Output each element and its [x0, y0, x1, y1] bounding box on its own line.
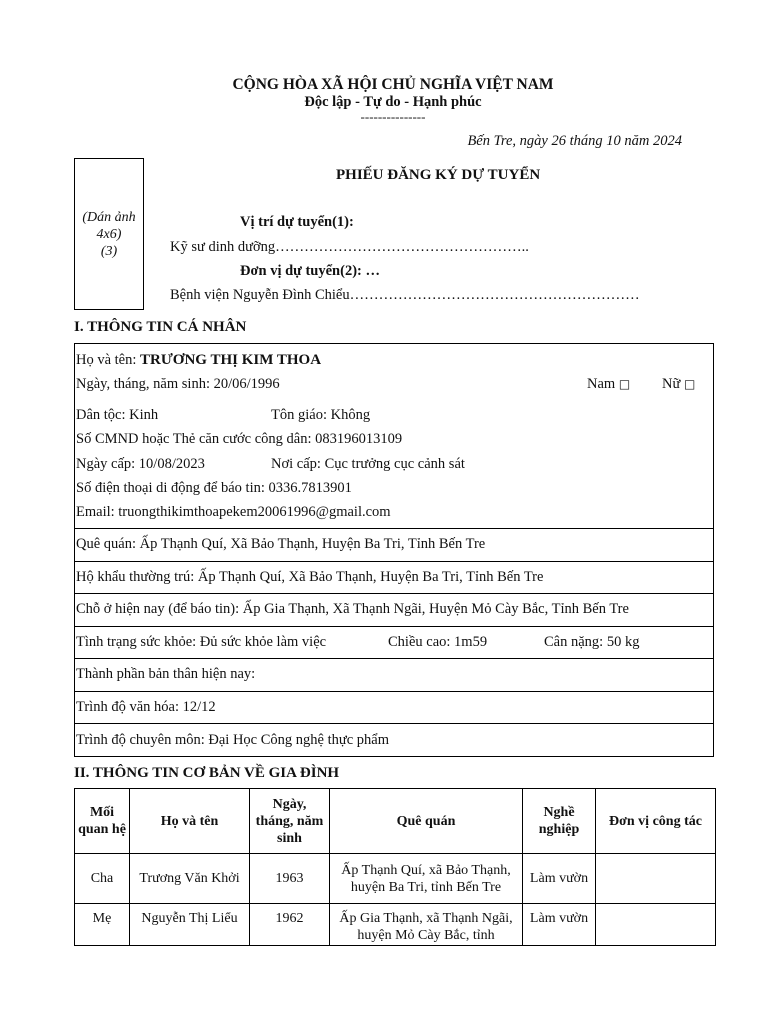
table-row — [75, 854, 716, 904]
id-number: Số CMND hoặc Thẻ căn cước công dân: 083196013109 — [76, 431, 403, 447]
table-row — [75, 904, 716, 946]
section-personal-title: I. THÔNG TIN CÁ NHÂN — [74, 319, 247, 335]
gender-female — [662, 376, 695, 393]
gender-female-checkbox[interactable]: □ — [683, 377, 696, 391]
table-cell: Nguyễn Thị Liểu — [130, 904, 250, 946]
ethnicity: Dân tộc: Kinh — [76, 407, 159, 423]
row-divider — [74, 593, 714, 594]
date-of-birth: Ngày, tháng, năm sinh: 20/06/1996 — [76, 376, 280, 392]
photo-placeholder — [74, 158, 144, 310]
column-header: Quê quán — [330, 789, 523, 854]
issue-date: Ngày cấp: 10/08/2023 — [76, 456, 205, 472]
column-header: Đơn vị công tác — [596, 789, 716, 854]
gender-female-label: Nữ — [662, 376, 681, 392]
table-cell: Mẹ — [75, 904, 130, 946]
country-name: CỘNG HÒA XÃ HỘI CHỦ NGHĨA VIỆT NAM — [232, 76, 554, 93]
unit-label: Đơn vị dự tuyển(2): … — [240, 263, 380, 279]
table-cell: 1963 — [250, 854, 330, 904]
full-name-row — [76, 352, 321, 369]
weight: Cân nặng: 50 kg — [544, 634, 640, 650]
table-cell: Cha — [75, 854, 130, 904]
hometown: Quê quán: Ấp Thạnh Quí, Xã Bảo Thạnh, Huyện Ba Tri, Tỉnh Bến Tre — [76, 536, 486, 552]
table-cell: 1962 — [250, 904, 330, 946]
family-table — [74, 788, 716, 946]
religion: Tôn giáo: Không — [271, 407, 371, 423]
row-divider — [74, 723, 714, 724]
permanent-residence: Hộ khẩu thường trú: Ấp Thạnh Quí, Xã Bảo Thạnh, Huyện Ba Tri, Tỉnh Bến Tre — [76, 569, 544, 585]
row-divider — [74, 626, 714, 627]
photo-label-2: 4x6) — [96, 226, 122, 242]
table-header-row — [75, 789, 716, 854]
row-divider — [74, 691, 714, 692]
national-motto: Độc lập - Tự do - Hạnh phúc — [304, 94, 482, 110]
gender-male — [587, 376, 630, 393]
row-divider — [74, 658, 714, 659]
photo-label-1: (Dán ảnh — [82, 209, 136, 225]
table-cell — [596, 904, 716, 946]
table-cell: Trương Văn Khởi — [130, 854, 250, 904]
position-label: Vị trí dự tuyển(1): — [240, 214, 354, 230]
table-cell: Ấp Thạnh Quí, xã Bảo Thạnh, huyện Ba Tri, tỉnh Bến Tre — [330, 854, 523, 904]
health-status: Tình trạng sức khỏe: Đủ sức khỏe làm việc — [76, 634, 327, 650]
gender-male-checkbox[interactable]: □ — [618, 377, 631, 391]
phone-number: Số điện thoại di động để báo tin: 0336.7813901 — [76, 480, 352, 496]
position-value: Kỹ sư dinh dưỡng…………………………………………….. — [170, 239, 529, 255]
section-family-title: II. THÔNG TIN CƠ BẢN VỀ GIA ĐÌNH — [74, 765, 340, 781]
education-level: Trình độ văn hóa: 12/12 — [76, 699, 216, 715]
table-cell: Ấp Gia Thạnh, xã Thạnh Ngãi, huyện Mỏ Cày Bắc, tỉnh — [330, 904, 523, 946]
header-separator: --------------- — [360, 109, 426, 124]
email: Email: truongthikimthoapekem20061996@gmail.com — [76, 504, 391, 520]
current-address: Chỗ ở hiện nay (để báo tin): Ấp Gia Thạnh, Xã Thạnh Ngãi, Huyện Mỏ Cày Bắc, Tỉnh Bến Tre — [76, 601, 629, 617]
height: Chiều cao: 1m59 — [388, 634, 488, 650]
full-name-label: Họ và tên: — [76, 352, 141, 368]
form-title: PHIẾU ĐĂNG KÝ DỰ TUYỂN — [336, 167, 541, 183]
column-header: Họ và tên — [130, 789, 250, 854]
unit-value: Bệnh viện Nguyễn Đình Chiểu…………………………………………………… — [170, 287, 640, 303]
issue-place: Nơi cấp: Cục trưởng cục cảnh sát — [271, 456, 465, 472]
column-header: Nghề nghiệp — [523, 789, 596, 854]
column-header: Ngày, tháng, năm sinh — [250, 789, 330, 854]
place-date: Bến Tre, ngày 26 tháng 10 năm 2024 — [467, 133, 682, 149]
table-cell: Làm vườn — [523, 904, 596, 946]
row-divider — [74, 528, 714, 529]
photo-label-3: (3) — [100, 243, 118, 259]
gender-male-label: Nam — [587, 376, 616, 392]
table-cell — [596, 854, 716, 904]
professional-qualification: Trình độ chuyên môn: Đại Học Công nghệ thực phẩm — [76, 732, 389, 748]
social-class: Thành phần bản thân hiện nay: — [76, 666, 256, 682]
row-divider — [74, 561, 714, 562]
table-cell: Làm vườn — [523, 854, 596, 904]
column-header: Mối quan hệ — [75, 789, 130, 854]
full-name-value: TRƯƠNG THỊ KIM THOA — [140, 352, 322, 368]
